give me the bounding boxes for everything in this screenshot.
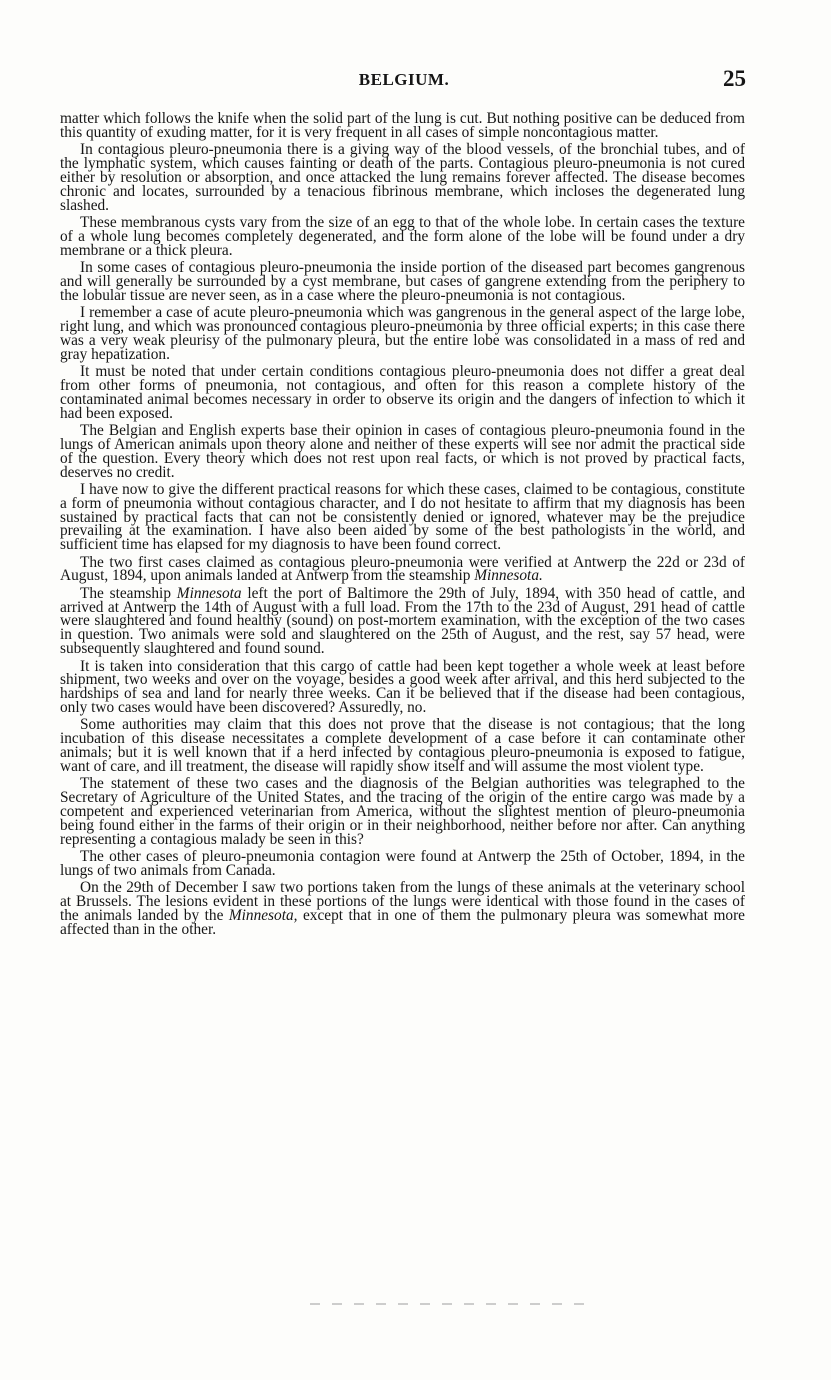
paragraph-text: The other cases of pleuro-pneumonia contagion were found at Antwerp the 25th of October, 1894, in the lungs of two animals from Canada. [60,848,745,880]
paragraph [60,584,745,658]
paragraph [60,112,745,140]
paragraph [60,553,745,585]
italic-text: Minnesota. [474,567,543,585]
paragraph-text: The Belgian and English experts base their opinion in cases of contagious pleuro-pneumonia found in the lungs of American animals upon theory alone and neither of these experts will see nor admit the practical side of the question. Every theory which does not rest upon real facts, or which is not proved by practical facts, deserves no credit. [60,421,745,481]
body-text [60,112,745,940]
paragraph-text: left the port of Baltimore the 29th of July, 1894, with 350 head of cattle, and arrived at Antwerp the 14th of August with a full load. From the 17th to the 23d of August, 291 head of cattle were slaughtered and found healthy (sound) on post-mortem examination, with the exception of the two cases in question. Two animals were sold and slaughtered on the 25th of August, and the rest, say 57 head, were subsequently slaughtered and found sound. [60,584,745,658]
paragraph-text: matter which follows the knife when the solid part of the lung is cut. But nothing positive can be deduced from this quantity of exuding matter, for it is very frequent in all cases of simple noncontagious matter. [60,110,745,141]
paragraph-text: The statement of these two cases and the diagnosis of the Belgian authorities was telegraphed to the Secretary of Agriculture of the United States, and the tracing of the origin of the entire cargo was made by a competent and experienced veterinarian from America, without the slightest mention of pleuro-pneumonia being found either in the farms of their origin or in their neighborhood, neither before nor after. Can anything representing a contagious malady be seen in this? [60,775,745,848]
paragraph [60,718,745,774]
running-header [60,66,748,96]
paragraph [60,362,745,422]
page-number: 25 [723,66,746,91]
paragraph-text: In contagious pleuro-pneumonia there is a giving way of the blood vessels, of the bronchial tubes, and of the lymphatic system, which causes fainting or death of the parts. Contagious pleuro-pneumonia is not cured either by resolution or absorption, and once attacked the lung remains forever affected. The disease becomes chronic and locates, surrounded by a tenacious fibrinous membrane, which incloses the degenerated lung slashed. [60,141,745,214]
paragraph [60,777,745,847]
paragraph-text: The steamship [80,584,177,602]
paragraph-text: It is taken into consideration that this cargo of cattle had been kept together a whole week at least before shipment, two weeks and over on the voyage, besides a good week after arrival, and this herd subjected to the hardships of sea and land for nearly three weeks. Can it be believed that if the disease had been contagious, only two cases would have been discovered? Assuredly, no. [60,657,745,717]
paragraph [60,143,745,213]
italic-text: Minnesota [176,584,242,602]
paragraph-text: I have now to give the different practical reasons for which these cases, claimed to be contagious, constitute a form of pneumonia without contagious character, and I do not hesitate to affirm that my diagnosis has been sustained by practical facts that can not be consistently denied or ignored, whatever may be the prejudice prevailing at the examination. I have also been aided by some of the best pathologists in the world, and sufficient time has elapsed for my diagnosis to have been found correct. [60,480,745,554]
paragraph-text: The two first cases claimed as contagious pleuro-pneumonia were verified at Antwerp the 22d or 23d of August, 1894, upon animals landed at Antwerp from the steamship [60,553,745,585]
paragraph [60,881,745,937]
paragraph [60,480,745,554]
paragraph [60,657,745,717]
paragraph-text: except that in one of them the pulmonary pleura was somewhat more affected than in the other. [60,907,745,938]
paragraph [60,258,745,304]
paragraph-text: It must be noted that under certain conditions contagious pleuro-pneumonia does not differ a great deal from other forms of pneumonia, not contagious, and often for this reason a complete history of the contaminated animal becomes necessary in order to observe its origin and the dangers of infection to which it had been exposed. [60,362,745,422]
paragraph-text: These membranous cysts vary from the size of an egg to that of the whole lobe. In certain cases the texture of a whole lung becomes completely degenerated, and the form alone of the lobe will be found under a dry membrane or a thick pleura. [60,213,745,259]
paragraph-text: In some cases of contagious pleuro-pneumonia the inside portion of the diseased part becomes gangrenous and will generally be surrounded by a cyst membrane, but cases of gangrene extending from the periphery to the lobular tissue are never seen, as in a case where the pleuro-pneumonia is not contagious. [60,258,745,304]
paragraph-text: Some authorities may claim that this does not prove that the disease is not contagious; that the long incubation of this disease necessitates a complete development of a case before it can contaminate other animals; but it is well known that if a herd infected by contagious pleuro-pneumonia is exposed to fatigue, want of care, and ill treatment, the disease will rapidly show itself and will assume the most violent type. [60,716,745,776]
paragraph [60,303,745,363]
paragraph-text: I remember a case of acute pleuro-pneumonia which was gangrenous in the general aspect of the large lobe, right lung, and which was pronounced contagious pleuro-pneumonia by three official experts; in this case there was a very weak pleurisy of the pulmonary pleura, but the entire lobe was consolidated in a mass of red and gray hepatization. [60,303,745,363]
paragraph [60,421,745,481]
italic-text: Minnesota, [228,907,298,925]
running-head-title: BELGIUM. [358,70,450,89]
footer-smudge [310,1303,585,1305]
paragraph [60,213,745,259]
paragraph-text: On the 29th of December I saw two portions taken from the lungs of these animals at the veterinary school at Brussels. The lesions evident in these portions of the lungs were identical with those found in the cases of the animals landed by the [60,879,745,925]
paragraph [60,850,745,878]
